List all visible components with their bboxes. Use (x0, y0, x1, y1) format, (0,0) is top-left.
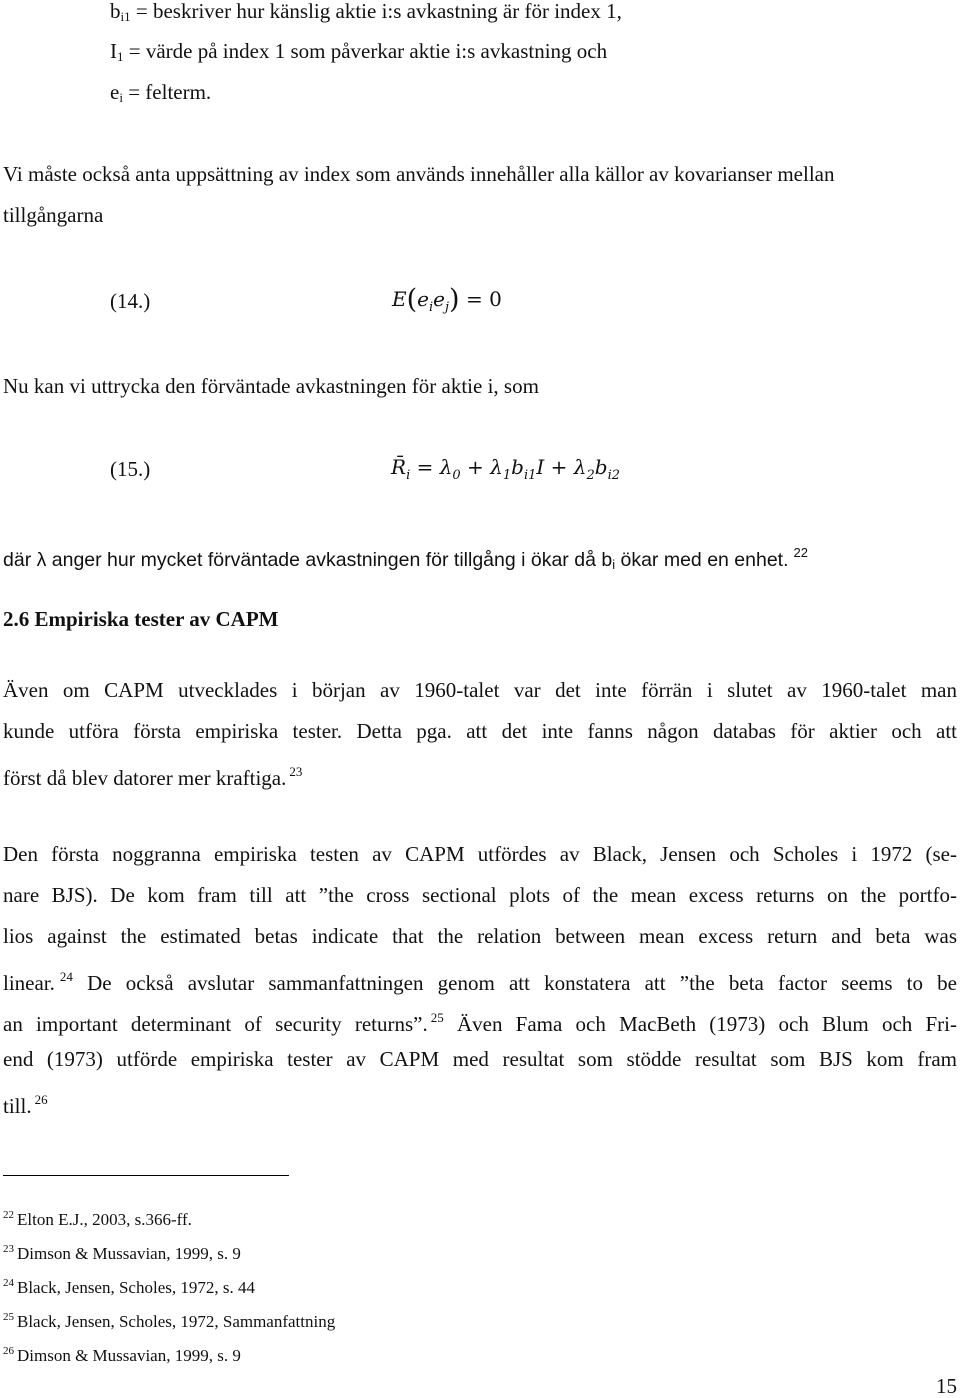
para1-line-3: först då blev datorer mer kraftiga. $^{23}$ (3, 764, 303, 790)
para1-line-1: Även om CAPM utvecklades i början av 1960-talet var det inte förrän i slutet av 1960-talet man (3, 678, 957, 702)
para2-line-3: lios against the estimated betas indicate that the relation between mean excess return and beta was (3, 924, 957, 948)
definition-i-1: $I_1$ = värde på index 1 som påverkar aktie i:s avkastning och (110, 39, 608, 64)
footnote-ref-22: 22 (793, 545, 808, 560)
para2-line-1: Den första noggranna empiriska testen av CAPM utfördes av Black, Jensen och Scholes i 1972 (se- (3, 842, 957, 866)
para2-line-5: an important determinant of security returns”. $^{25}$ Även Fama och MacBeth (1973) och Blum och Fri- (3, 1010, 958, 1036)
equation-14: $E(e_ie_j) = 0$ (392, 284, 502, 315)
footnote-24: $^{24}$ Black, Jensen, Scholes, 1972, s. 44 (3, 1277, 255, 1297)
para2-line-7: till. $^{26}$ (3, 1092, 48, 1118)
definition-b-i1: $b_{i1}$ = beskriver hur känslig aktie i:s avkastning är för index 1, (110, 0, 622, 24)
lambda-note: där λ anger hur mycket förväntade avkastningen för tillgång i ökar då $b_i$ ökar med en enhet. $^{22}$ (3, 545, 808, 572)
para-index-line-2: tillgångarna (3, 203, 104, 227)
footnote-ref-23: 23 (289, 764, 303, 779)
equation-15: $R̄_i = \lambda_0 + \lambda_1b_{i1}I + \lambda_2b_{i2}$ (391, 455, 620, 483)
footnote-25: $^{25}$ Black, Jensen, Scholes, 1972, Sammanfattning (3, 1311, 336, 1331)
para-index-line-1: Vi måste också anta uppsättning av index som används innehåller alla källor av kovarianser mellan (3, 162, 835, 186)
para-expression: Nu kan vi uttrycka den förväntade avkastningen för aktie i, som (3, 374, 539, 398)
definition-e-i: $e_i$ = felterm. (110, 80, 212, 105)
footnote-ref-25: 25 (430, 1010, 444, 1025)
para2-line-4: linear. $^{24}$ De också avslutar sammanfattningen genom att konstatera att ”the beta factor seems to be (3, 969, 957, 995)
footnote-23: $^{23}$ Dimson & Mussavian, 1999, s. 9 (3, 1243, 241, 1263)
footnote-ref-24: 24 (59, 969, 73, 984)
footnote-separator (3, 1175, 289, 1176)
equation-15-label: (15.) (110, 457, 151, 481)
footnote-22: $^{22}$ Elton E.J., 2003, s.366-ff. (3, 1209, 192, 1229)
footnote-26: $^{26}$ Dimson & Mussavian, 1999, s. 9 (3, 1345, 241, 1365)
section-heading: 2.6 Empiriska tester av CAPM (3, 607, 279, 631)
para2-line-6: end (1973) utförde empiriska tester av CAPM med resultat som stödde resultat som BJS kom fram (3, 1047, 957, 1071)
equation-14-label: (14.) (110, 289, 151, 313)
para1-line-2: kunde utföra första empiriska tester. Detta pga. att det inte fanns någon databas för aktier och att (3, 719, 957, 743)
page-number: 15 (936, 1374, 957, 1398)
footnote-ref-26: 26 (34, 1092, 48, 1107)
para2-line-2: nare BJS). De kom fram till att ”the cross sectional plots of the mean excess returns on the portfo- (3, 883, 957, 907)
